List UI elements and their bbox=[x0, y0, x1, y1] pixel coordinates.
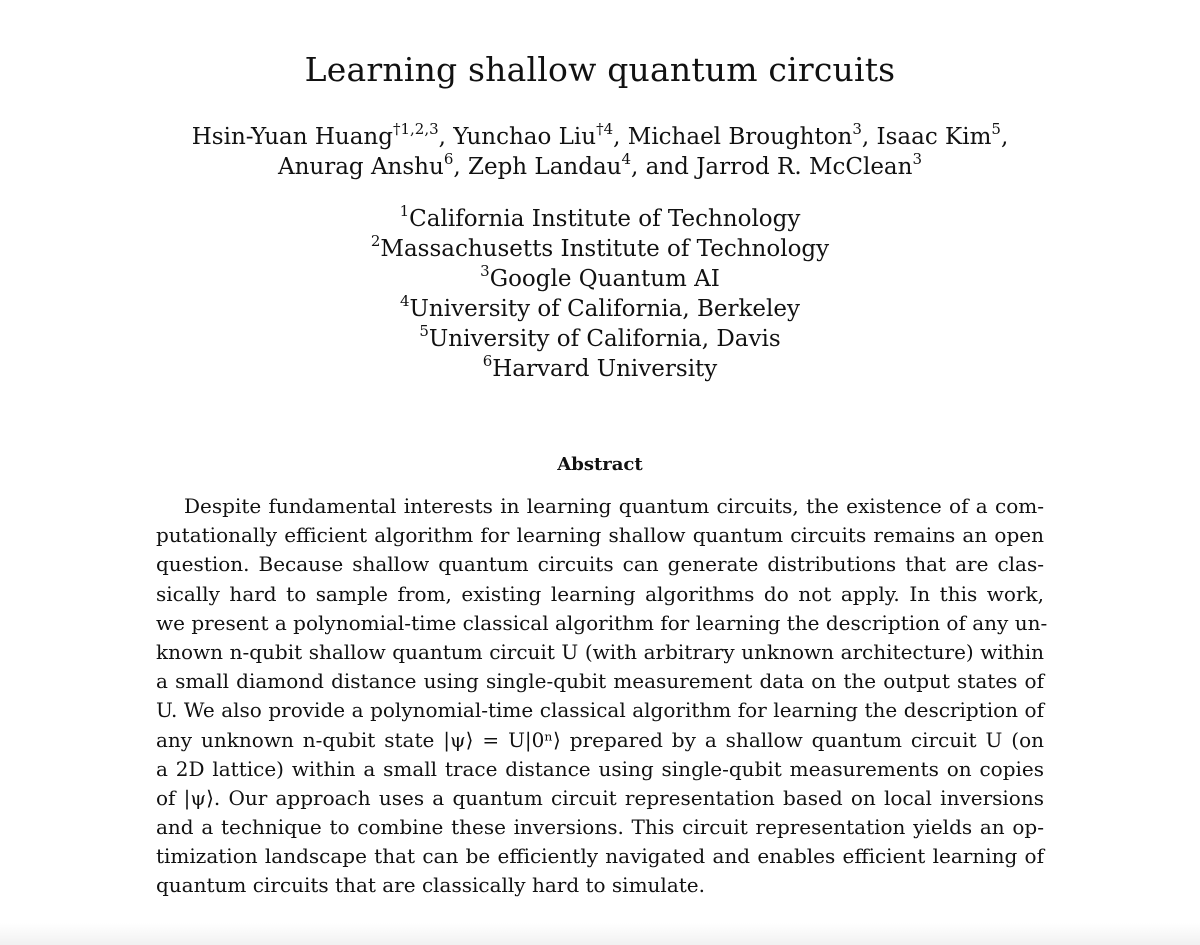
page-bottom-shadow bbox=[0, 923, 1200, 945]
affiliation-number: 2 bbox=[370, 232, 381, 250]
author-affiliation-mark: 4 bbox=[621, 150, 632, 168]
author-affiliation-mark: 6 bbox=[443, 150, 454, 168]
abstract-line: putationally efficient algorithm for learning shallow quantum circuits remains an open bbox=[156, 523, 1044, 548]
affiliation-name: University of California, Davis bbox=[428, 326, 781, 352]
affiliation-mit bbox=[0, 234, 1200, 264]
affiliation-number: 4 bbox=[400, 292, 410, 310]
affiliation-harvard bbox=[0, 354, 1200, 384]
abstract-line: of |ψ⟩. Our approach uses a quantum circuit representation based on local inversions bbox=[156, 785, 1044, 810]
affiliation-name: Google Quantum AI bbox=[489, 266, 720, 292]
author-affiliation-mark: 3 bbox=[852, 120, 862, 138]
affiliation-caltech bbox=[0, 204, 1200, 234]
abstract-line: we present a polynomial-time classical algorithm for learning the description of any un- bbox=[156, 610, 1048, 635]
author-separator: , bbox=[1000, 124, 1009, 150]
affiliation-name: California Institute of Technology bbox=[409, 206, 801, 232]
author-affiliation-mark: †4 bbox=[596, 120, 614, 138]
author-affiliation-mark: 5 bbox=[991, 120, 1001, 138]
author-line bbox=[0, 122, 1200, 152]
author-name: Anurag Anshu bbox=[277, 154, 444, 180]
abstract-line: sically hard to sample from, existing learning algorithms do not apply. In this work, bbox=[156, 581, 1044, 606]
abstract-line: and a technique to combine these inversions. This circuit representation yields an op- bbox=[156, 815, 1044, 840]
abstract-line: a small diamond distance using single-qubit measurement data on the output states of bbox=[156, 669, 1044, 694]
affiliation-name: University of California, Berkeley bbox=[409, 296, 800, 322]
affiliation-google bbox=[0, 264, 1200, 294]
affiliation-davis bbox=[0, 324, 1200, 354]
abstract-heading: Abstract bbox=[557, 454, 643, 475]
abstract-body bbox=[156, 492, 1048, 901]
abstract-line: timization landscape that can be efficiently navigated and enables efficient learning of bbox=[156, 844, 1044, 869]
affiliation-berkeley bbox=[0, 294, 1200, 324]
abstract-line: a 2D lattice) within a small trace distance using single-qubit measurements on copies bbox=[156, 756, 1044, 781]
affiliation-number: 1 bbox=[399, 202, 410, 220]
abstract-line: Despite fundamental interests in learning quantum circuits, the existence of a com- bbox=[184, 494, 1044, 518]
author-name: Hsin-Yuan Huang bbox=[191, 124, 393, 150]
affiliation-list bbox=[0, 204, 1200, 384]
author-line bbox=[0, 152, 1200, 182]
author-name: , and Jarrod R. McClean bbox=[631, 154, 913, 180]
abstract-line: U. We also provide a polynomial-time classical algorithm for learning the description of bbox=[156, 698, 1044, 723]
author-name: , Isaac Kim bbox=[861, 124, 992, 150]
abstract-line: question. Because shallow quantum circuits can generate distributions that are clas- bbox=[156, 552, 1044, 577]
author-affiliation-mark: †1,2,3 bbox=[392, 120, 439, 138]
affiliation-name: Harvard University bbox=[492, 356, 718, 382]
author-name: , Zeph Landau bbox=[453, 154, 622, 180]
author-affiliation-mark: 3 bbox=[912, 150, 923, 168]
affiliation-name: Massachusetts Institute of Technology bbox=[380, 236, 830, 262]
author-name: , Yunchao Liu bbox=[438, 124, 597, 150]
affiliation-number: 3 bbox=[480, 262, 490, 280]
abstract-line: any unknown n-qubit state |ψ⟩ = U|0ⁿ⟩ prepared by a shallow quantum circuit U (on bbox=[156, 727, 1044, 752]
affiliation-number: 6 bbox=[482, 352, 493, 370]
author-list bbox=[0, 122, 1200, 182]
paper-title: Learning shallow quantum circuits bbox=[304, 50, 896, 89]
author-name: , Michael Broughton bbox=[613, 124, 853, 150]
affiliation-number: 5 bbox=[419, 322, 429, 340]
abstract-line: known n-qubit shallow quantum circuit U (with arbitrary unknown architecture) within bbox=[156, 639, 1044, 664]
abstract-line: quantum circuits that are classically hard to simulate. bbox=[156, 873, 705, 898]
